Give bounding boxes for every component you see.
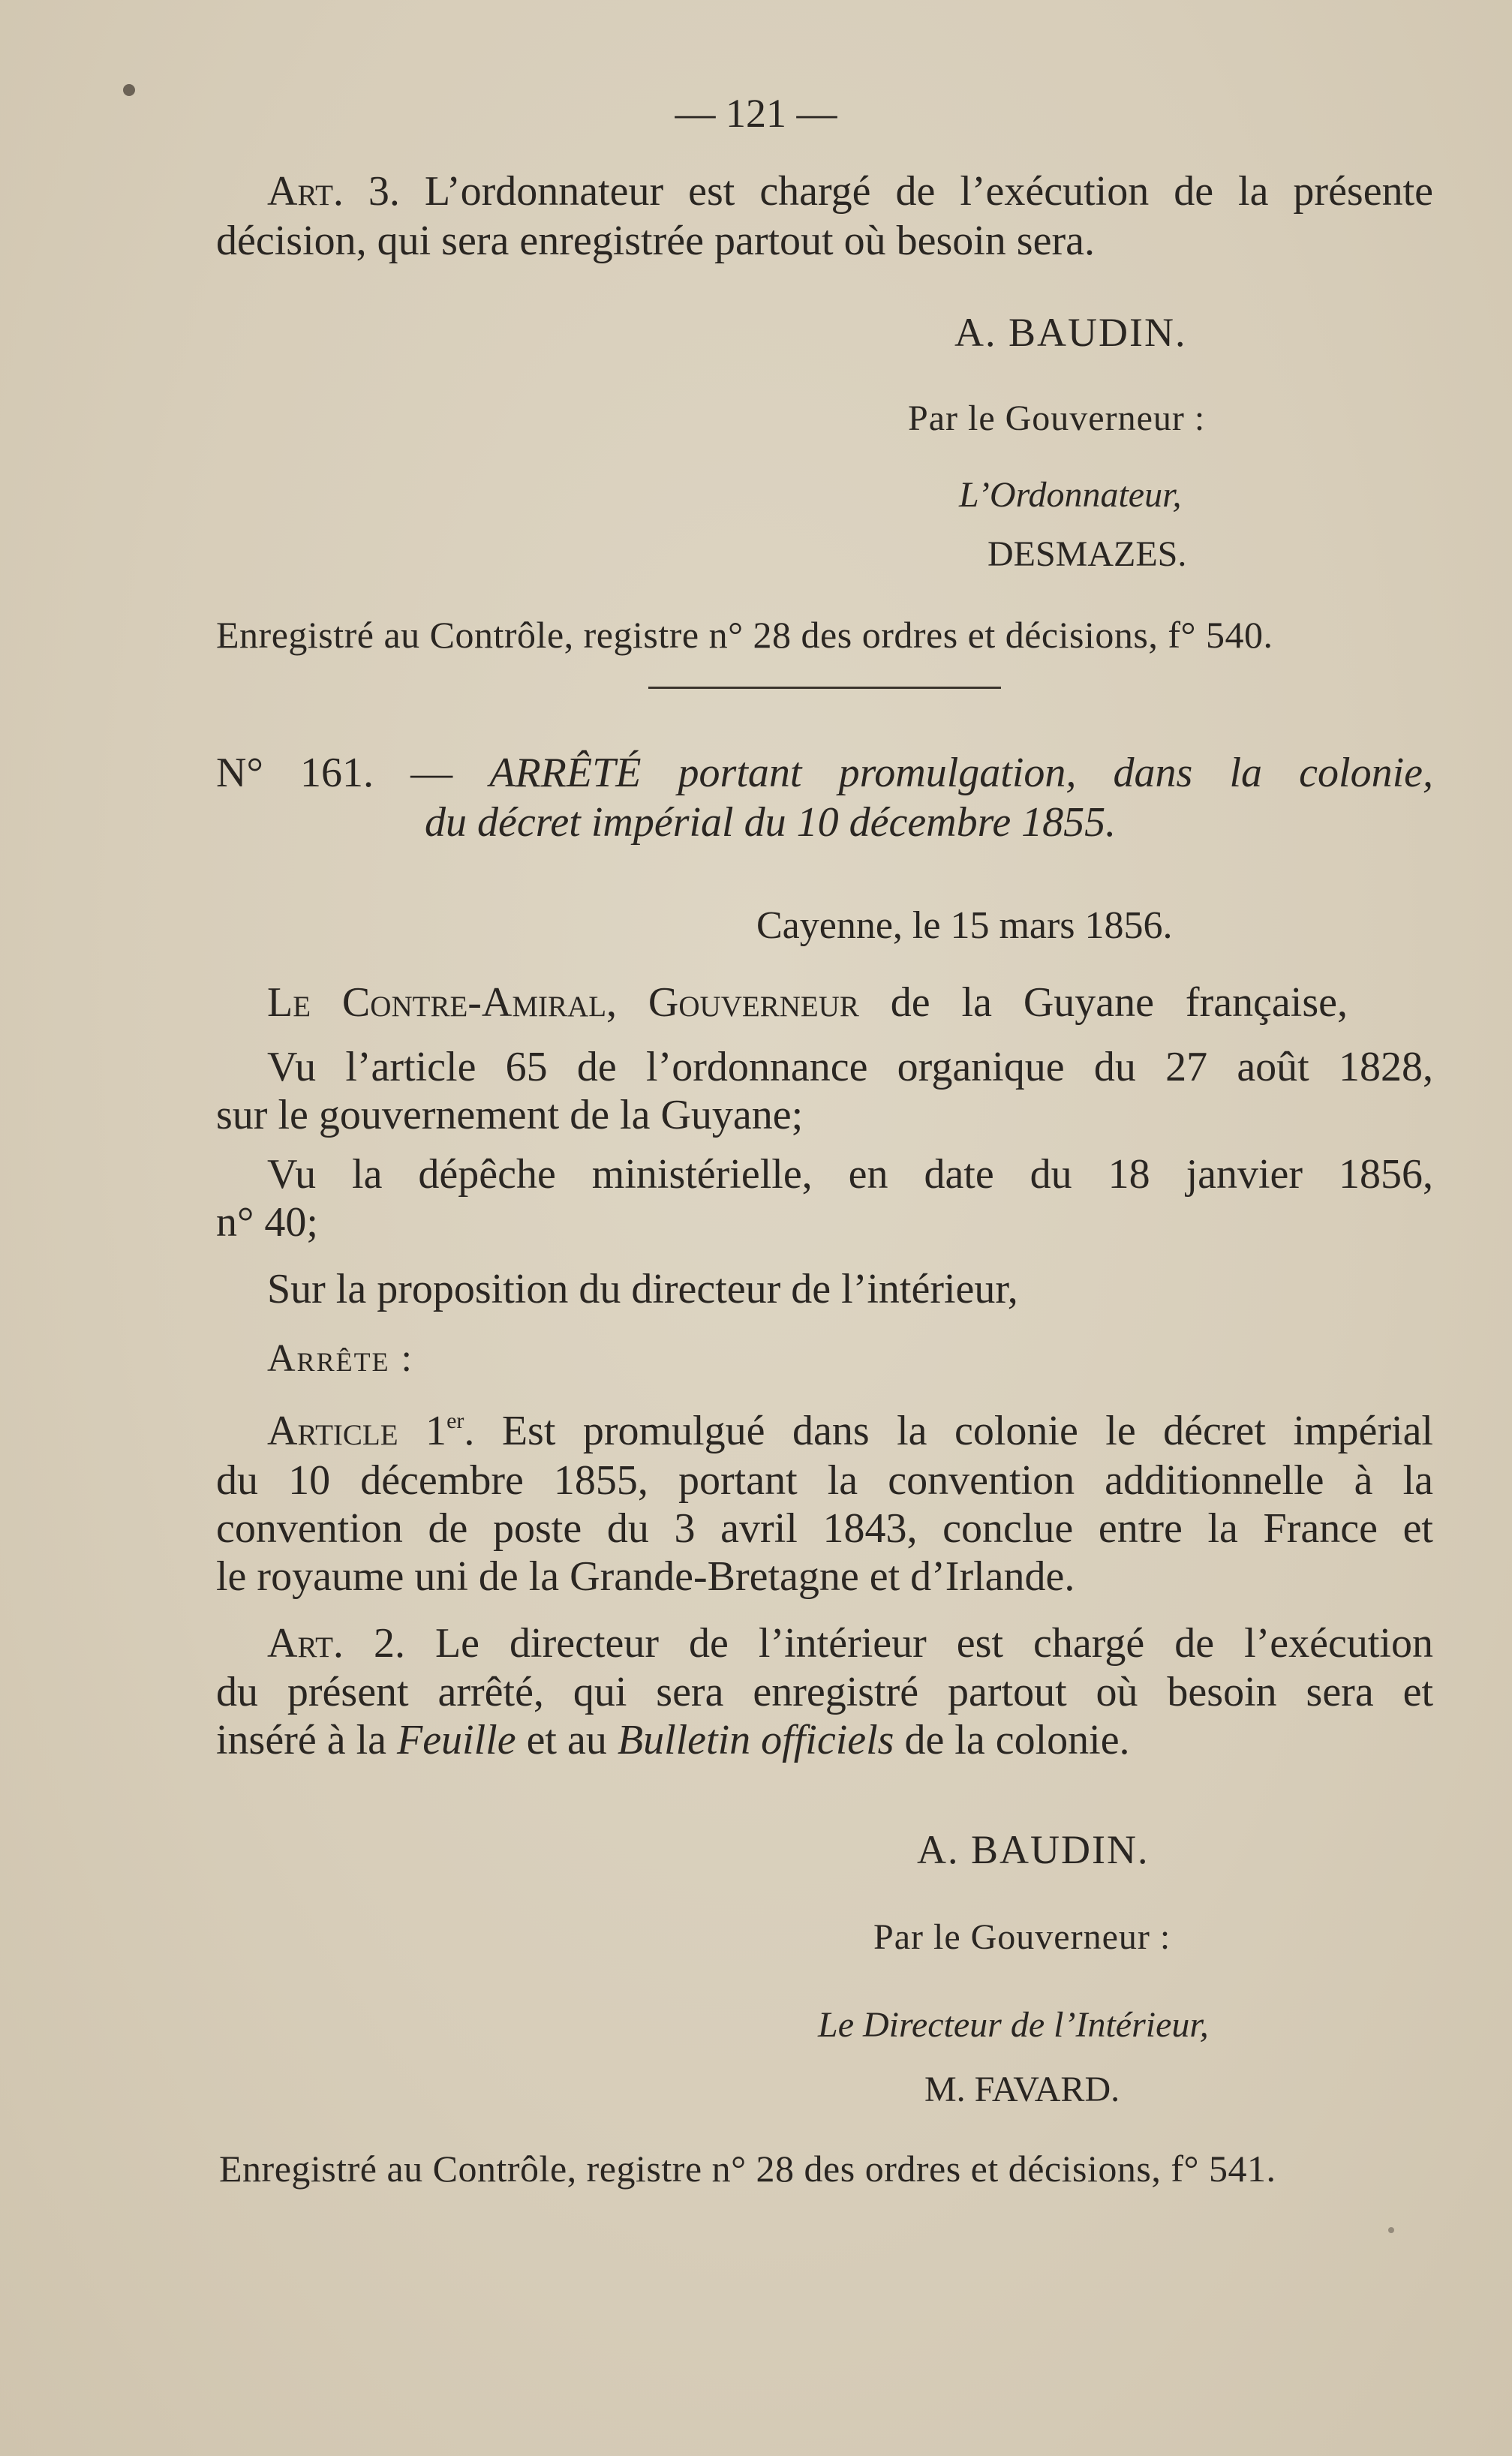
place-date: Cayenne, le 15 mars 1856. xyxy=(756,904,1173,947)
by-governor-2: Par le Gouverneur : xyxy=(873,1917,1171,1957)
by-governor-1: Par le Gouverneur : xyxy=(908,398,1206,438)
directeur-title: Le Directeur de l’Intérieur, xyxy=(818,2005,1209,2045)
article1-line-3: convention de poste du 3 avril 1843, conclue entre la France et xyxy=(216,1505,1433,1552)
arrete-label: Arrête : xyxy=(267,1337,413,1380)
vu2-line-2: n° 40; xyxy=(216,1199,318,1246)
heading-line-1: N° 161. — ARRÊTÉ portant promulgation, dans la colonie, xyxy=(216,750,1433,796)
art3-line-2: décision, qui sera enregistrée partout où besoin sera. xyxy=(216,218,1095,264)
article1-line-2: du 10 décembre 1855, portant la convention additionnelle à la xyxy=(216,1457,1433,1504)
heading-title: ARRÊTÉ portant promulgation, dans la colonie, xyxy=(489,750,1433,796)
article1-label: Article 1 xyxy=(267,1408,447,1454)
signature-baudin-1: A. BAUDIN. xyxy=(954,310,1187,355)
paper-speck xyxy=(1388,2227,1394,2233)
art2-line-3: inséré à la Feuille et au Bulletin officiels de la colonie. xyxy=(216,1717,1130,1763)
article1-line-1: Article 1er. Est promulgué dans la colonie le décret impérial xyxy=(267,1408,1433,1454)
proposition: Sur la proposition du directeur de l’intérieur, xyxy=(267,1266,1018,1312)
vu1-line-2: sur le gouvernement de la Guyane; xyxy=(216,1092,804,1138)
directeur-name: M. FAVARD. xyxy=(924,2070,1120,2109)
paper-speck xyxy=(123,84,135,96)
art2-line-2: du présent arrêté, qui sera enregistré partout où besoin sera et xyxy=(216,1669,1433,1715)
preamble-caps: Le Contre-Amiral, Gouverneur xyxy=(267,979,859,1026)
heading-line-2: du décret impérial du 10 décembre 1855. xyxy=(425,799,1117,846)
vu2-line-1: Vu la dépêche ministérielle, en date du 18 janvier 1856, xyxy=(267,1151,1433,1198)
bulletin-italic: Bulletin officiels xyxy=(617,1717,894,1763)
registration-541: Enregistré au Contrôle, registre n° 28 des ordres et décisions, f° 541. xyxy=(219,2148,1276,2190)
page-number: — 121 — xyxy=(675,91,837,136)
art3-label: Art. xyxy=(267,168,344,215)
ordonnateur-title: L’Ordonnateur, xyxy=(959,475,1182,515)
art3-line-1: Art. 3. L’ordonnateur est chargé de l’exécution de la présente xyxy=(267,168,1433,215)
preamble: Le Contre-Amiral, Gouverneur de la Guyane française, xyxy=(267,979,1348,1026)
feuille-italic: Feuille xyxy=(396,1717,516,1763)
registration-540: Enregistré au Contrôle, registre n° 28 des ordres et décisions, f° 540. xyxy=(216,614,1273,656)
signature-baudin-2: A. BAUDIN. xyxy=(917,1827,1150,1872)
section-divider xyxy=(648,687,1001,689)
vu1-line-1: Vu l’article 65 de l’ordonnance organique du 27 août 1828, xyxy=(267,1044,1433,1090)
decree-number: N° 161. xyxy=(216,750,374,796)
ordonnateur-name: DESMAZES. xyxy=(987,534,1187,574)
art2-label: Art. xyxy=(267,1620,344,1667)
art2-line-1: Art. 2. Le directeur de l’intérieur est chargé de l’exécution xyxy=(267,1620,1433,1667)
article1-line-4: le royaume uni de la Grande-Bretagne et d’Irlande. xyxy=(216,1553,1075,1600)
